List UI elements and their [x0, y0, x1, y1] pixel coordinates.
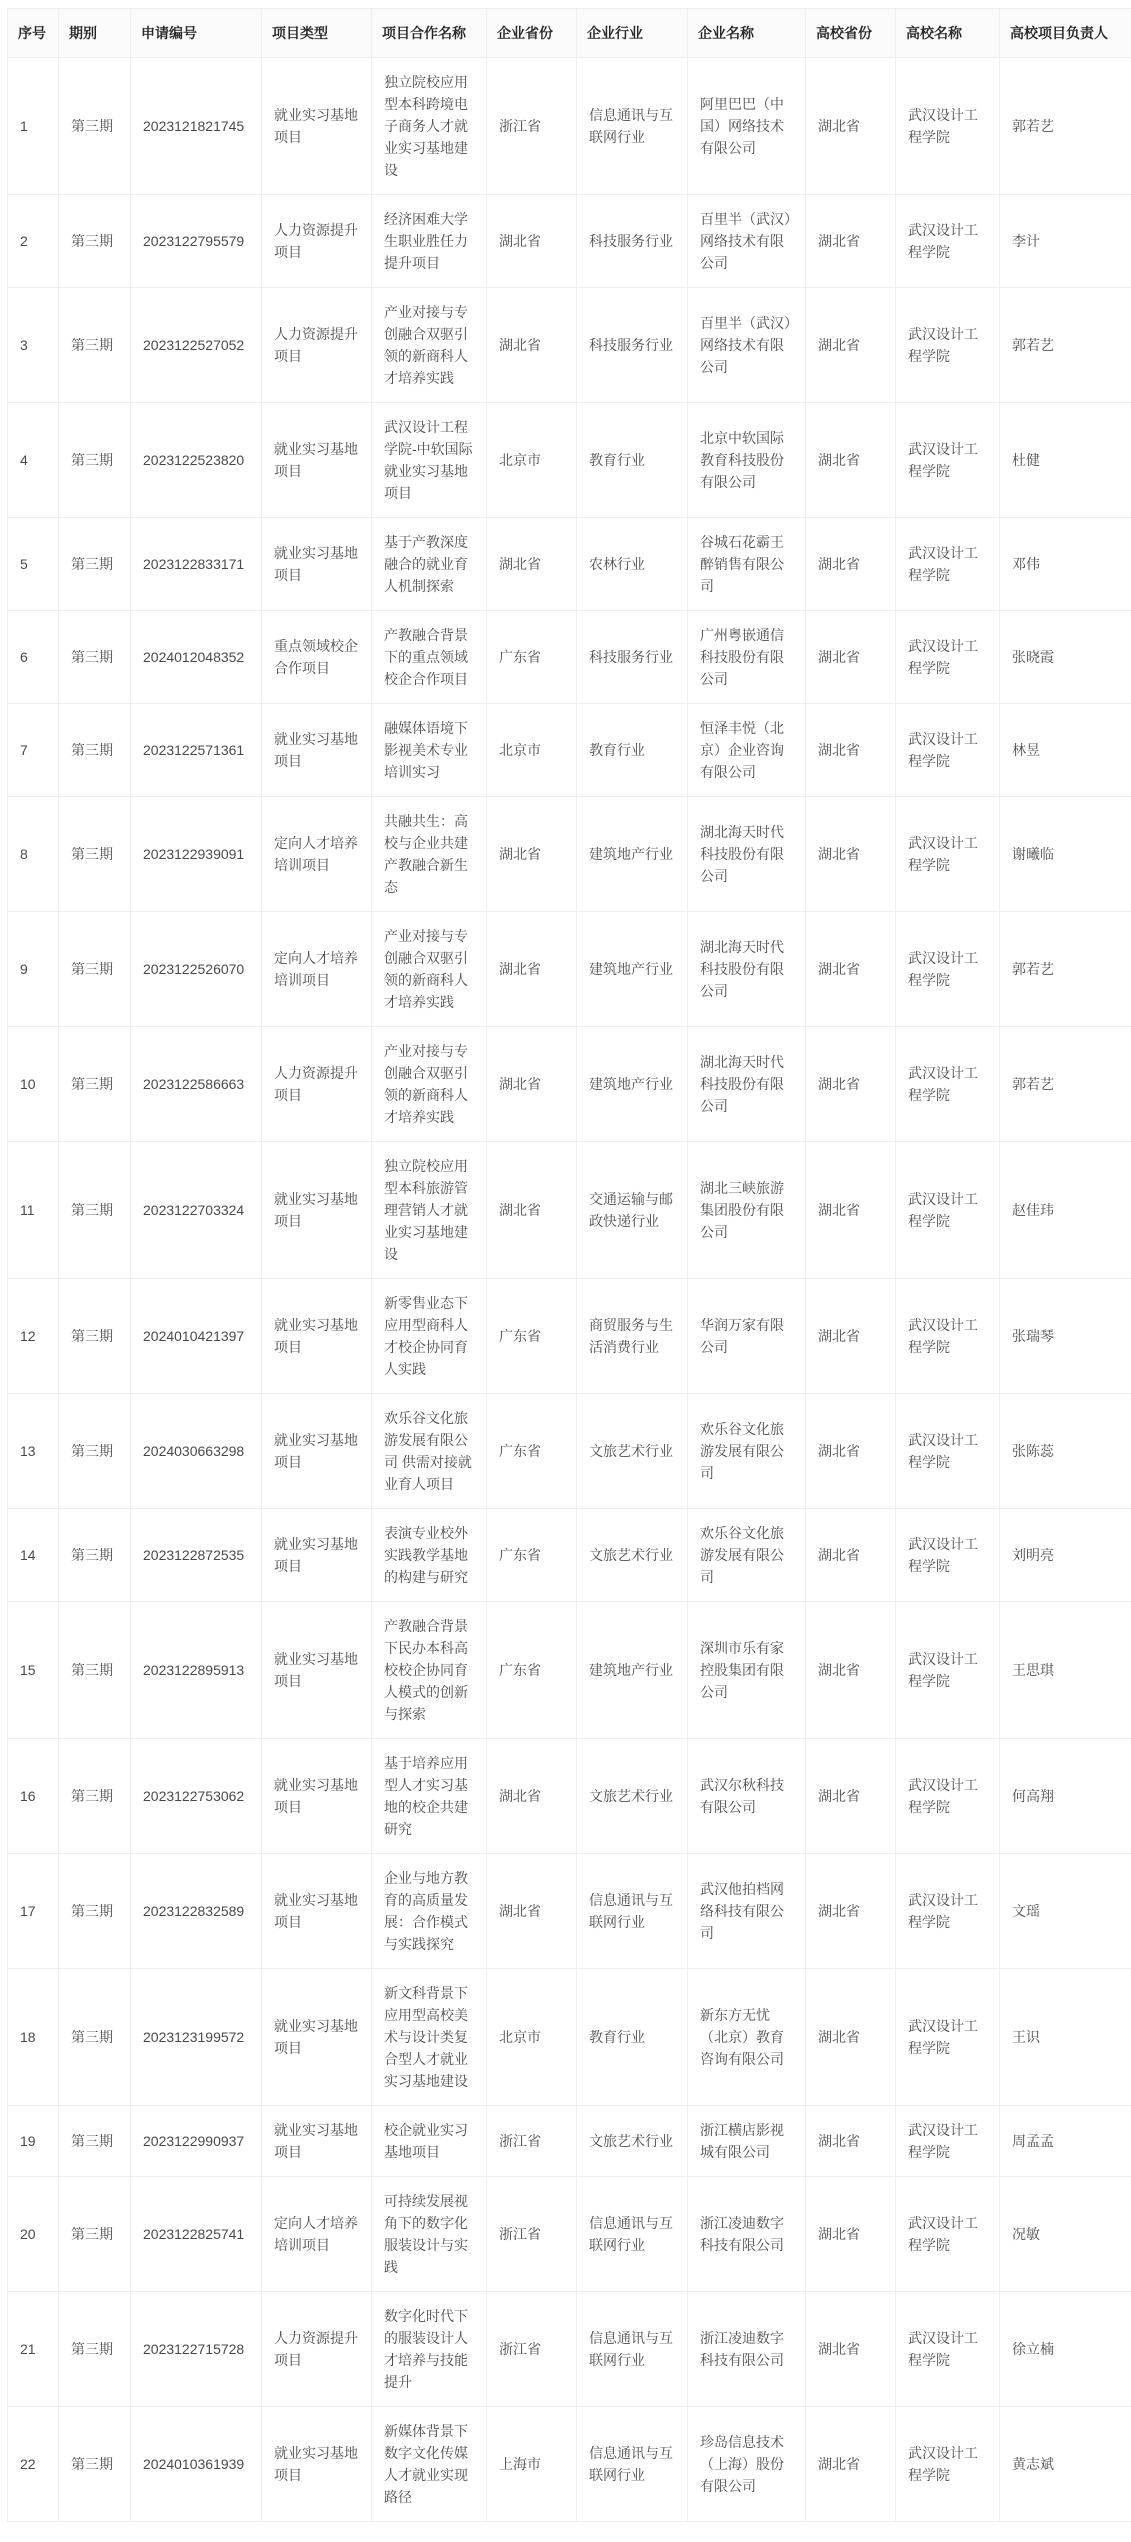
- projects-table: [7, 8, 1131, 2522]
- table-row: [8, 2292, 1131, 2407]
- cell-ent_name: 浙江凌迪数字科技有限公司: [688, 2177, 806, 2292]
- cell-period: 第三期: [59, 288, 131, 403]
- table-row: [8, 1142, 1131, 1279]
- cell-app_no: 2023122571361: [131, 704, 262, 797]
- table-row: [8, 518, 1131, 611]
- cell-ent_name: 恒泽丰悦（北京）企业咨询有限公司: [688, 704, 806, 797]
- table-row: [8, 1509, 1131, 1602]
- cell-index: 19: [8, 2106, 59, 2177]
- cell-project_type: 就业实习基地项目: [262, 1602, 372, 1739]
- cell-index: 5: [8, 518, 59, 611]
- cell-period: 第三期: [59, 2106, 131, 2177]
- cell-uni_name: 武汉设计工程学院: [896, 518, 1000, 611]
- cell-ent_name: 深圳市乐有家控股集团有限公司: [688, 1602, 806, 1739]
- cell-app_no: 2023122753062: [131, 1739, 262, 1854]
- cell-ent_name: 湖北海天时代科技股份有限公司: [688, 912, 806, 1027]
- table-row: [8, 195, 1131, 288]
- cell-ent_province: 广东省: [487, 611, 577, 704]
- cell-project_type: 就业实习基地项目: [262, 403, 372, 518]
- cell-ent_name: 广州粤嵌通信科技股份有限公司: [688, 611, 806, 704]
- cell-ent_province: 湖北省: [487, 288, 577, 403]
- cell-project_type: 定向人才培养培训项目: [262, 2177, 372, 2292]
- table-row: [8, 1279, 1131, 1394]
- column-header-leader: 高校项目负责人: [1000, 9, 1131, 58]
- cell-uni_name: 武汉设计工程学院: [896, 1142, 1000, 1279]
- cell-ent_province: 浙江省: [487, 58, 577, 195]
- cell-ent_name: 百里半（武汉）网络技术有限公司: [688, 195, 806, 288]
- cell-uni_name: 武汉设计工程学院: [896, 2106, 1000, 2177]
- cell-ent_province: 广东省: [487, 1279, 577, 1394]
- cell-ent_province: 湖北省: [487, 1027, 577, 1142]
- column-header-app_no: 申请编号: [131, 9, 262, 58]
- cell-leader: 杜健: [1000, 403, 1131, 518]
- cell-uni_name: 武汉设计工程学院: [896, 1969, 1000, 2106]
- cell-period: 第三期: [59, 1509, 131, 1602]
- cell-app_no: 2024012048352: [131, 611, 262, 704]
- cell-leader: 郭若艺: [1000, 1027, 1131, 1142]
- cell-uni_province: 湖北省: [806, 1602, 896, 1739]
- cell-uni_name: 武汉设计工程学院: [896, 1739, 1000, 1854]
- table-row: [8, 797, 1131, 912]
- cell-ent_province: 北京市: [487, 1969, 577, 2106]
- cell-ent_name: 谷城石花霸王醉销售有限公司: [688, 518, 806, 611]
- cell-uni_name: 武汉设计工程学院: [896, 797, 1000, 912]
- table-row: [8, 704, 1131, 797]
- cell-project_name: 基于培养应用型人才实习基地的校企共建研究: [372, 1739, 487, 1854]
- cell-uni_name: 武汉设计工程学院: [896, 403, 1000, 518]
- cell-ent_province: 湖北省: [487, 518, 577, 611]
- cell-uni_name: 武汉设计工程学院: [896, 58, 1000, 195]
- cell-ent_name: 湖北海天时代科技股份有限公司: [688, 797, 806, 912]
- cell-app_no: 2023122523820: [131, 403, 262, 518]
- cell-app_no: 2023122990937: [131, 2106, 262, 2177]
- cell-index: 15: [8, 1602, 59, 1739]
- cell-project_type: 就业实习基地项目: [262, 518, 372, 611]
- cell-index: 12: [8, 1279, 59, 1394]
- cell-project_name: 校企就业实习基地项目: [372, 2106, 487, 2177]
- column-header-project_name: 项目合作名称: [372, 9, 487, 58]
- cell-ent_industry: 交通运输与邮政快递行业: [577, 1142, 688, 1279]
- cell-period: 第三期: [59, 1969, 131, 2106]
- cell-project_type: 重点领域校企合作项目: [262, 611, 372, 704]
- cell-ent_province: 广东省: [487, 1394, 577, 1509]
- table-row: [8, 1027, 1131, 1142]
- cell-project_name: 独立院校应用型本科旅游管理营销人才就业实习基地建设: [372, 1142, 487, 1279]
- cell-app_no: 2023122715728: [131, 2292, 262, 2407]
- cell-leader: 李计: [1000, 195, 1131, 288]
- cell-period: 第三期: [59, 1027, 131, 1142]
- cell-ent_name: 浙江横店影视城有限公司: [688, 2106, 806, 2177]
- cell-project_name: 产业对接与专创融合双驱引领的新商科人才培养实践: [372, 288, 487, 403]
- cell-ent_industry: 教育行业: [577, 1969, 688, 2106]
- cell-leader: 张瑞琴: [1000, 1279, 1131, 1394]
- cell-app_no: 2023122872535: [131, 1509, 262, 1602]
- cell-app_no: 2023122895913: [131, 1602, 262, 1739]
- cell-project_name: 新零售业态下应用型商科人才校企协同育人实践: [372, 1279, 487, 1394]
- cell-app_no: 2023123199572: [131, 1969, 262, 2106]
- table-row: [8, 2106, 1131, 2177]
- table-row: [8, 2177, 1131, 2292]
- cell-leader: 郭若艺: [1000, 288, 1131, 403]
- cell-ent_province: 广东省: [487, 1602, 577, 1739]
- cell-project_type: 就业实习基地项目: [262, 1279, 372, 1394]
- cell-uni_name: 武汉设计工程学院: [896, 2292, 1000, 2407]
- cell-project_type: 人力资源提升项目: [262, 288, 372, 403]
- cell-ent_name: 北京中软国际教育科技股份有限公司: [688, 403, 806, 518]
- cell-period: 第三期: [59, 1142, 131, 1279]
- cell-project_type: 就业实习基地项目: [262, 1739, 372, 1854]
- cell-ent_industry: 科技服务行业: [577, 611, 688, 704]
- cell-leader: 何高翔: [1000, 1739, 1131, 1854]
- cell-project_type: 人力资源提升项目: [262, 195, 372, 288]
- cell-uni_name: 武汉设计工程学院: [896, 1279, 1000, 1394]
- cell-uni_province: 湖北省: [806, 1969, 896, 2106]
- cell-project_type: 人力资源提升项目: [262, 2292, 372, 2407]
- cell-ent_industry: 文旅艺术行业: [577, 2106, 688, 2177]
- table-row: [8, 1602, 1131, 1739]
- cell-ent_name: 武汉尔秋科技有限公司: [688, 1739, 806, 1854]
- cell-uni_name: 武汉设计工程学院: [896, 2407, 1000, 2522]
- column-header-uni_name: 高校名称: [896, 9, 1000, 58]
- table-row: [8, 611, 1131, 704]
- cell-project_type: 就业实习基地项目: [262, 1854, 372, 1969]
- cell-leader: 黄志斌: [1000, 2407, 1131, 2522]
- cell-ent_industry: 信息通讯与互联网行业: [577, 2177, 688, 2292]
- cell-uni_province: 湖北省: [806, 797, 896, 912]
- cell-project_type: 人力资源提升项目: [262, 1027, 372, 1142]
- cell-leader: 刘明亮: [1000, 1509, 1131, 1602]
- column-header-ent_province: 企业省份: [487, 9, 577, 58]
- cell-project_name: 经济困难大学生职业胜任力提升项目: [372, 195, 487, 288]
- cell-project_name: 融媒体语境下影视美术专业培训实习: [372, 704, 487, 797]
- cell-project_type: 就业实习基地项目: [262, 1142, 372, 1279]
- cell-period: 第三期: [59, 2292, 131, 2407]
- cell-app_no: 2023122526070: [131, 912, 262, 1027]
- cell-period: 第三期: [59, 704, 131, 797]
- cell-project_name: 新文科背景下应用型高校美术与设计类复合型人才就业实习基地建设: [372, 1969, 487, 2106]
- table-row: [8, 912, 1131, 1027]
- cell-leader: 周孟孟: [1000, 2106, 1131, 2177]
- cell-ent_industry: 建筑地产行业: [577, 1027, 688, 1142]
- cell-index: 21: [8, 2292, 59, 2407]
- cell-project_name: 共融共生：高校与企业共建产教融合新生态: [372, 797, 487, 912]
- table-row: [8, 403, 1131, 518]
- cell-project_name: 表演专业校外实践教学基地的构建与研究: [372, 1509, 487, 1602]
- cell-ent_industry: 商贸服务与生活消费行业: [577, 1279, 688, 1394]
- cell-ent_industry: 建筑地产行业: [577, 1602, 688, 1739]
- cell-project_type: 定向人才培养培训项目: [262, 797, 372, 912]
- column-header-index: 序号: [8, 9, 59, 58]
- cell-leader: 王思琪: [1000, 1602, 1131, 1739]
- cell-period: 第三期: [59, 2407, 131, 2522]
- cell-project_type: 就业实习基地项目: [262, 1394, 372, 1509]
- cell-ent_name: 湖北三峡旅游集团股份有限公司: [688, 1142, 806, 1279]
- cell-app_no: 2023122795579: [131, 195, 262, 288]
- cell-leader: 徐立楠: [1000, 2292, 1131, 2407]
- cell-ent_name: 华润万家有限公司: [688, 1279, 806, 1394]
- column-header-ent_industry: 企业行业: [577, 9, 688, 58]
- cell-ent_name: 阿里巴巴（中国）网络技术有限公司: [688, 58, 806, 195]
- cell-uni_name: 武汉设计工程学院: [896, 912, 1000, 1027]
- cell-ent_industry: 科技服务行业: [577, 288, 688, 403]
- cell-ent_province: 北京市: [487, 403, 577, 518]
- cell-project_type: 就业实习基地项目: [262, 704, 372, 797]
- cell-project_type: 就业实习基地项目: [262, 2106, 372, 2177]
- cell-ent_industry: 文旅艺术行业: [577, 1739, 688, 1854]
- cell-ent_province: 浙江省: [487, 2177, 577, 2292]
- cell-uni_name: 武汉设计工程学院: [896, 195, 1000, 288]
- cell-project_name: 独立院校应用型本科跨境电子商务人才就业实习基地建设: [372, 58, 487, 195]
- cell-period: 第三期: [59, 1394, 131, 1509]
- cell-project_name: 欢乐谷文化旅游发展有限公司 供需对接就业育人项目: [372, 1394, 487, 1509]
- cell-uni_name: 武汉设计工程学院: [896, 1027, 1000, 1142]
- table-header: [8, 9, 1131, 58]
- cell-uni_province: 湖北省: [806, 288, 896, 403]
- cell-uni_province: 湖北省: [806, 2407, 896, 2522]
- cell-ent_name: 欢乐谷文化旅游发展有限公司: [688, 1509, 806, 1602]
- cell-uni_province: 湖北省: [806, 611, 896, 704]
- cell-period: 第三期: [59, 912, 131, 1027]
- cell-ent_province: 湖北省: [487, 1142, 577, 1279]
- cell-ent_province: 上海市: [487, 2407, 577, 2522]
- cell-ent_industry: 建筑地产行业: [577, 797, 688, 912]
- cell-ent_name: 百里半（武汉）网络技术有限公司: [688, 288, 806, 403]
- cell-ent_industry: 建筑地产行业: [577, 912, 688, 1027]
- cell-ent_province: 湖北省: [487, 797, 577, 912]
- cell-project_type: 定向人才培养培训项目: [262, 912, 372, 1027]
- cell-ent_industry: 教育行业: [577, 704, 688, 797]
- cell-index: 4: [8, 403, 59, 518]
- cell-app_no: 2023122833171: [131, 518, 262, 611]
- cell-leader: 文瑶: [1000, 1854, 1131, 1969]
- cell-index: 14: [8, 1509, 59, 1602]
- cell-ent_province: 湖北省: [487, 1854, 577, 1969]
- cell-ent_province: 湖北省: [487, 1739, 577, 1854]
- column-header-period: 期别: [59, 9, 131, 58]
- cell-app_no: 2024030663298: [131, 1394, 262, 1509]
- cell-app_no: 2023122832589: [131, 1854, 262, 1969]
- cell-uni_name: 武汉设计工程学院: [896, 1602, 1000, 1739]
- cell-app_no: 2023121821745: [131, 58, 262, 195]
- cell-period: 第三期: [59, 58, 131, 195]
- cell-app_no: 2024010421397: [131, 1279, 262, 1394]
- cell-period: 第三期: [59, 611, 131, 704]
- cell-project_name: 新媒体背景下数字文化传媒人才就业实现路径: [372, 2407, 487, 2522]
- cell-ent_name: 新东方无忧（北京）教育咨询有限公司: [688, 1969, 806, 2106]
- cell-ent_province: 广东省: [487, 1509, 577, 1602]
- cell-uni_name: 武汉设计工程学院: [896, 1394, 1000, 1509]
- cell-index: 2: [8, 195, 59, 288]
- cell-project_type: 就业实习基地项目: [262, 1969, 372, 2106]
- cell-index: 18: [8, 1969, 59, 2106]
- cell-period: 第三期: [59, 797, 131, 912]
- column-header-project_type: 项目类型: [262, 9, 372, 58]
- cell-uni_province: 湖北省: [806, 704, 896, 797]
- cell-ent_industry: 农林行业: [577, 518, 688, 611]
- cell-leader: 张晓霞: [1000, 611, 1131, 704]
- cell-uni_province: 湖北省: [806, 2292, 896, 2407]
- cell-leader: 邓伟: [1000, 518, 1131, 611]
- table-body: [8, 58, 1131, 2522]
- cell-uni_province: 湖北省: [806, 1739, 896, 1854]
- cell-uni_province: 湖北省: [806, 1509, 896, 1602]
- cell-ent_industry: 文旅艺术行业: [577, 1394, 688, 1509]
- cell-period: 第三期: [59, 1739, 131, 1854]
- cell-ent_name: 湖北海天时代科技股份有限公司: [688, 1027, 806, 1142]
- cell-period: 第三期: [59, 2177, 131, 2292]
- cell-index: 17: [8, 1854, 59, 1969]
- cell-ent_name: 欢乐谷文化旅游发展有限公司: [688, 1394, 806, 1509]
- cell-period: 第三期: [59, 1602, 131, 1739]
- cell-index: 10: [8, 1027, 59, 1142]
- cell-app_no: 2023122703324: [131, 1142, 262, 1279]
- cell-ent_name: 珍岛信息技术（上海）股份有限公司: [688, 2407, 806, 2522]
- column-header-uni_province: 高校省份: [806, 9, 896, 58]
- cell-project_name: 企业与地方教育的高质量发展：合作模式与实践探究: [372, 1854, 487, 1969]
- cell-index: 20: [8, 2177, 59, 2292]
- cell-uni_province: 湖北省: [806, 1142, 896, 1279]
- cell-uni_name: 武汉设计工程学院: [896, 288, 1000, 403]
- cell-project_type: 就业实习基地项目: [262, 58, 372, 195]
- table-row: [8, 288, 1131, 403]
- cell-ent_industry: 信息通讯与互联网行业: [577, 2407, 688, 2522]
- table-row: [8, 2407, 1131, 2522]
- cell-index: 3: [8, 288, 59, 403]
- table-header-row: [8, 9, 1131, 58]
- cell-uni_province: 湖北省: [806, 1394, 896, 1509]
- cell-leader: 赵佳玮: [1000, 1142, 1131, 1279]
- cell-ent_name: 浙江凌迪数字科技有限公司: [688, 2292, 806, 2407]
- table-row: [8, 1739, 1131, 1854]
- cell-index: 6: [8, 611, 59, 704]
- cell-ent_name: 武汉他拍档网络科技有限公司: [688, 1854, 806, 1969]
- cell-app_no: 2024010361939: [131, 2407, 262, 2522]
- cell-uni_province: 湖北省: [806, 2177, 896, 2292]
- cell-uni_name: 武汉设计工程学院: [896, 611, 1000, 704]
- cell-ent_industry: 信息通讯与互联网行业: [577, 1854, 688, 1969]
- cell-period: 第三期: [59, 403, 131, 518]
- cell-project_type: 就业实习基地项目: [262, 2407, 372, 2522]
- cell-index: 1: [8, 58, 59, 195]
- cell-project_name: 产业对接与专创融合双驱引领的新商科人才培养实践: [372, 912, 487, 1027]
- cell-project_name: 武汉设计工程学院-中软国际就业实习基地项目: [372, 403, 487, 518]
- cell-uni_province: 湖北省: [806, 195, 896, 288]
- cell-index: 8: [8, 797, 59, 912]
- cell-ent_province: 浙江省: [487, 2106, 577, 2177]
- cell-uni_province: 湖北省: [806, 403, 896, 518]
- cell-project_name: 产业对接与专创融合双驱引领的新商科人才培养实践: [372, 1027, 487, 1142]
- cell-leader: 张陈蕊: [1000, 1394, 1131, 1509]
- cell-app_no: 2023122825741: [131, 2177, 262, 2292]
- cell-period: 第三期: [59, 518, 131, 611]
- cell-period: 第三期: [59, 195, 131, 288]
- cell-uni_name: 武汉设计工程学院: [896, 1854, 1000, 1969]
- table-row: [8, 1394, 1131, 1509]
- cell-uni_province: 湖北省: [806, 518, 896, 611]
- cell-app_no: 2023122586663: [131, 1027, 262, 1142]
- cell-index: 11: [8, 1142, 59, 1279]
- cell-ent_province: 湖北省: [487, 912, 577, 1027]
- cell-ent_industry: 信息通讯与互联网行业: [577, 58, 688, 195]
- cell-ent_industry: 科技服务行业: [577, 195, 688, 288]
- cell-project_name: 数字化时代下的服装设计人才培养与技能提升: [372, 2292, 487, 2407]
- cell-ent_industry: 教育行业: [577, 403, 688, 518]
- cell-leader: 郭若艺: [1000, 912, 1131, 1027]
- cell-period: 第三期: [59, 1279, 131, 1394]
- cell-leader: 王识: [1000, 1969, 1131, 2106]
- cell-app_no: 2023122939091: [131, 797, 262, 912]
- cell-project_name: 产教融合背景下的重点领域校企合作项目: [372, 611, 487, 704]
- cell-app_no: 2023122527052: [131, 288, 262, 403]
- cell-index: 13: [8, 1394, 59, 1509]
- table-row: [8, 1854, 1131, 1969]
- cell-leader: 郭若艺: [1000, 58, 1131, 195]
- cell-uni_province: 湖北省: [806, 1279, 896, 1394]
- table-row: [8, 1969, 1131, 2106]
- cell-index: 7: [8, 704, 59, 797]
- cell-leader: 林昱: [1000, 704, 1131, 797]
- cell-index: 22: [8, 2407, 59, 2522]
- cell-project_type: 就业实习基地项目: [262, 1509, 372, 1602]
- cell-ent_industry: 文旅艺术行业: [577, 1509, 688, 1602]
- cell-uni_province: 湖北省: [806, 2106, 896, 2177]
- cell-ent_province: 浙江省: [487, 2292, 577, 2407]
- cell-project_name: 产教融合背景下民办本科高校校企协同育人模式的创新与探索: [372, 1602, 487, 1739]
- cell-leader: 况敏: [1000, 2177, 1131, 2292]
- column-header-ent_name: 企业名称: [688, 9, 806, 58]
- cell-uni_province: 湖北省: [806, 912, 896, 1027]
- cell-ent_province: 北京市: [487, 704, 577, 797]
- cell-uni_province: 湖北省: [806, 58, 896, 195]
- cell-uni_name: 武汉设计工程学院: [896, 2177, 1000, 2292]
- cell-ent_province: 湖北省: [487, 195, 577, 288]
- cell-leader: 谢曦临: [1000, 797, 1131, 912]
- cell-index: 16: [8, 1739, 59, 1854]
- cell-project_name: 基于产教深度融合的就业育人机制探索: [372, 518, 487, 611]
- cell-period: 第三期: [59, 1854, 131, 1969]
- cell-uni_name: 武汉设计工程学院: [896, 704, 1000, 797]
- cell-index: 9: [8, 912, 59, 1027]
- cell-uni_province: 湖北省: [806, 1854, 896, 1969]
- cell-uni_name: 武汉设计工程学院: [896, 1509, 1000, 1602]
- cell-project_name: 可持续发展视角下的数字化服装设计与实践: [372, 2177, 487, 2292]
- cell-ent_industry: 信息通讯与互联网行业: [577, 2292, 688, 2407]
- table-row: [8, 58, 1131, 195]
- cell-uni_province: 湖北省: [806, 1027, 896, 1142]
